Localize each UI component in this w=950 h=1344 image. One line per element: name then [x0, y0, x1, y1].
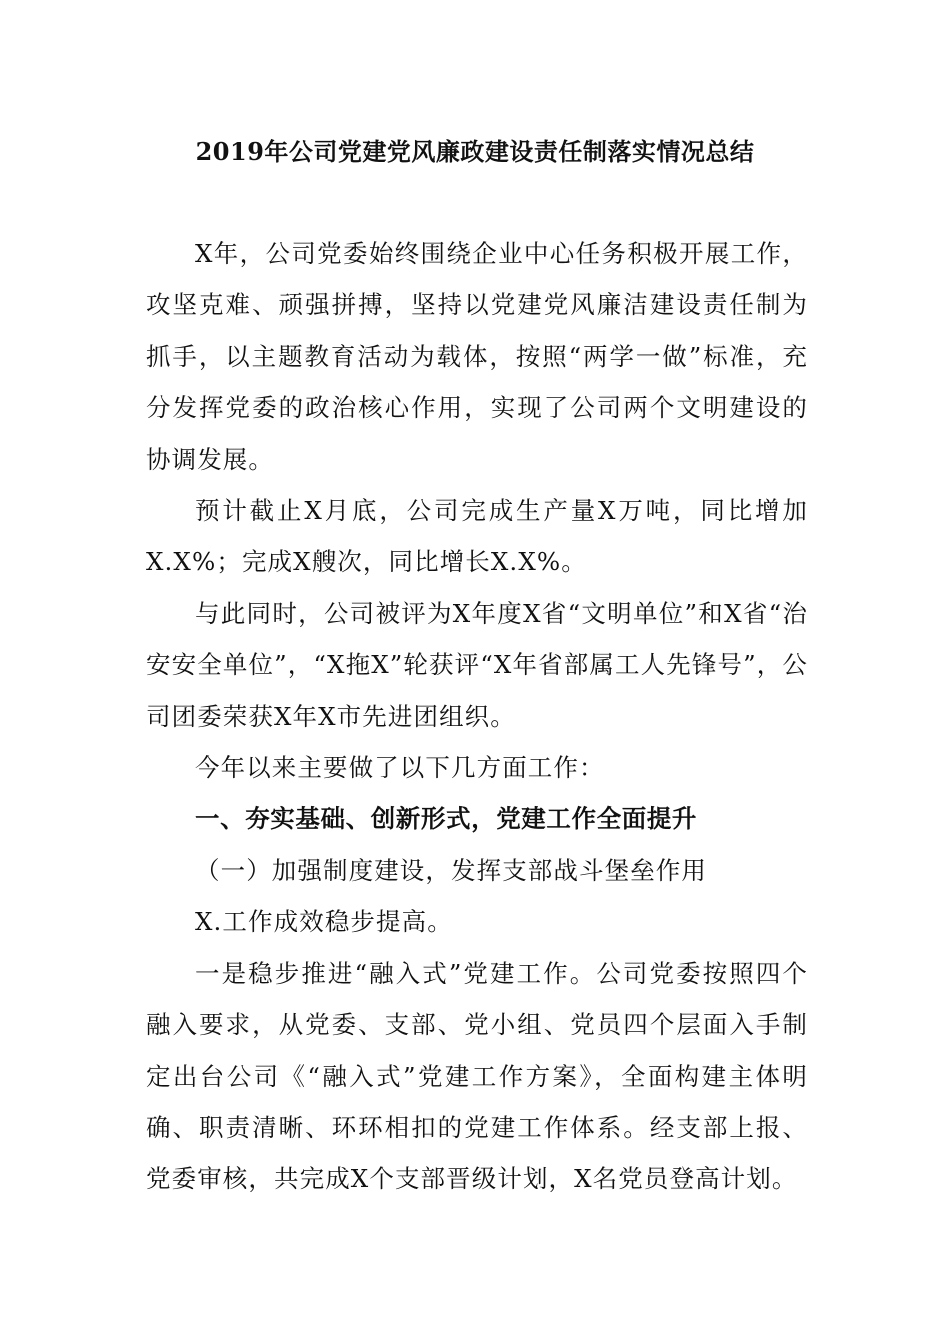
document-body [146, 228, 808, 1205]
item-heading-1: X.工作成效稳步提高。 [195, 907, 453, 937]
document-title: 2019年公司党建党风廉政建设责任制落实情况总结 [195, 137, 755, 166]
honors-paragraph: 与此同时，公司被评为X年度X省“文明单位”和X省“治安安全单位”，“X拖X”轮获评“X年省部属工人先锋号”，公司团委荣获X年X市先进团组织。 [146, 598, 808, 731]
production-paragraph: 预计截止X月底，公司完成生产量X万吨，同比增加X.X%；完成X艘次，同比增长X.X%。 [146, 496, 808, 577]
intro-paragraph: X年，公司党委始终围绕企业中心任务积极开展工作，攻坚克难、顽强拼搏，坚持以党建党风廉洁建设责任制为抓手，以主题教育活动为载体，按照“两学一做”标准，充分发挥党委的政治核心作用，实现了公司两个文明建设的协调发展。 [146, 239, 808, 474]
subsection-heading-1: （一）加强制度建设，发挥支部战斗堡垒作用 [195, 855, 707, 885]
work-overview-paragraph: 今年以来主要做了以下几方面工作： [195, 753, 605, 783]
section-heading-1: 一、夯实基础、创新形式，党建工作全面提升 [195, 804, 697, 834]
detail-paragraph: 一是稳步推进“融入式”党建工作。公司党委按照四个融入要求，从党委、支部、党小组、党员四个层面入手制定出台公司《“融入式”党建工作方案》，全面构建主体明确、职责清晰、环环相扣的党建工作体系。经支部上报、党委审核，共完成X个支部晋级计划，X名党员登高计划。 [146, 958, 808, 1194]
